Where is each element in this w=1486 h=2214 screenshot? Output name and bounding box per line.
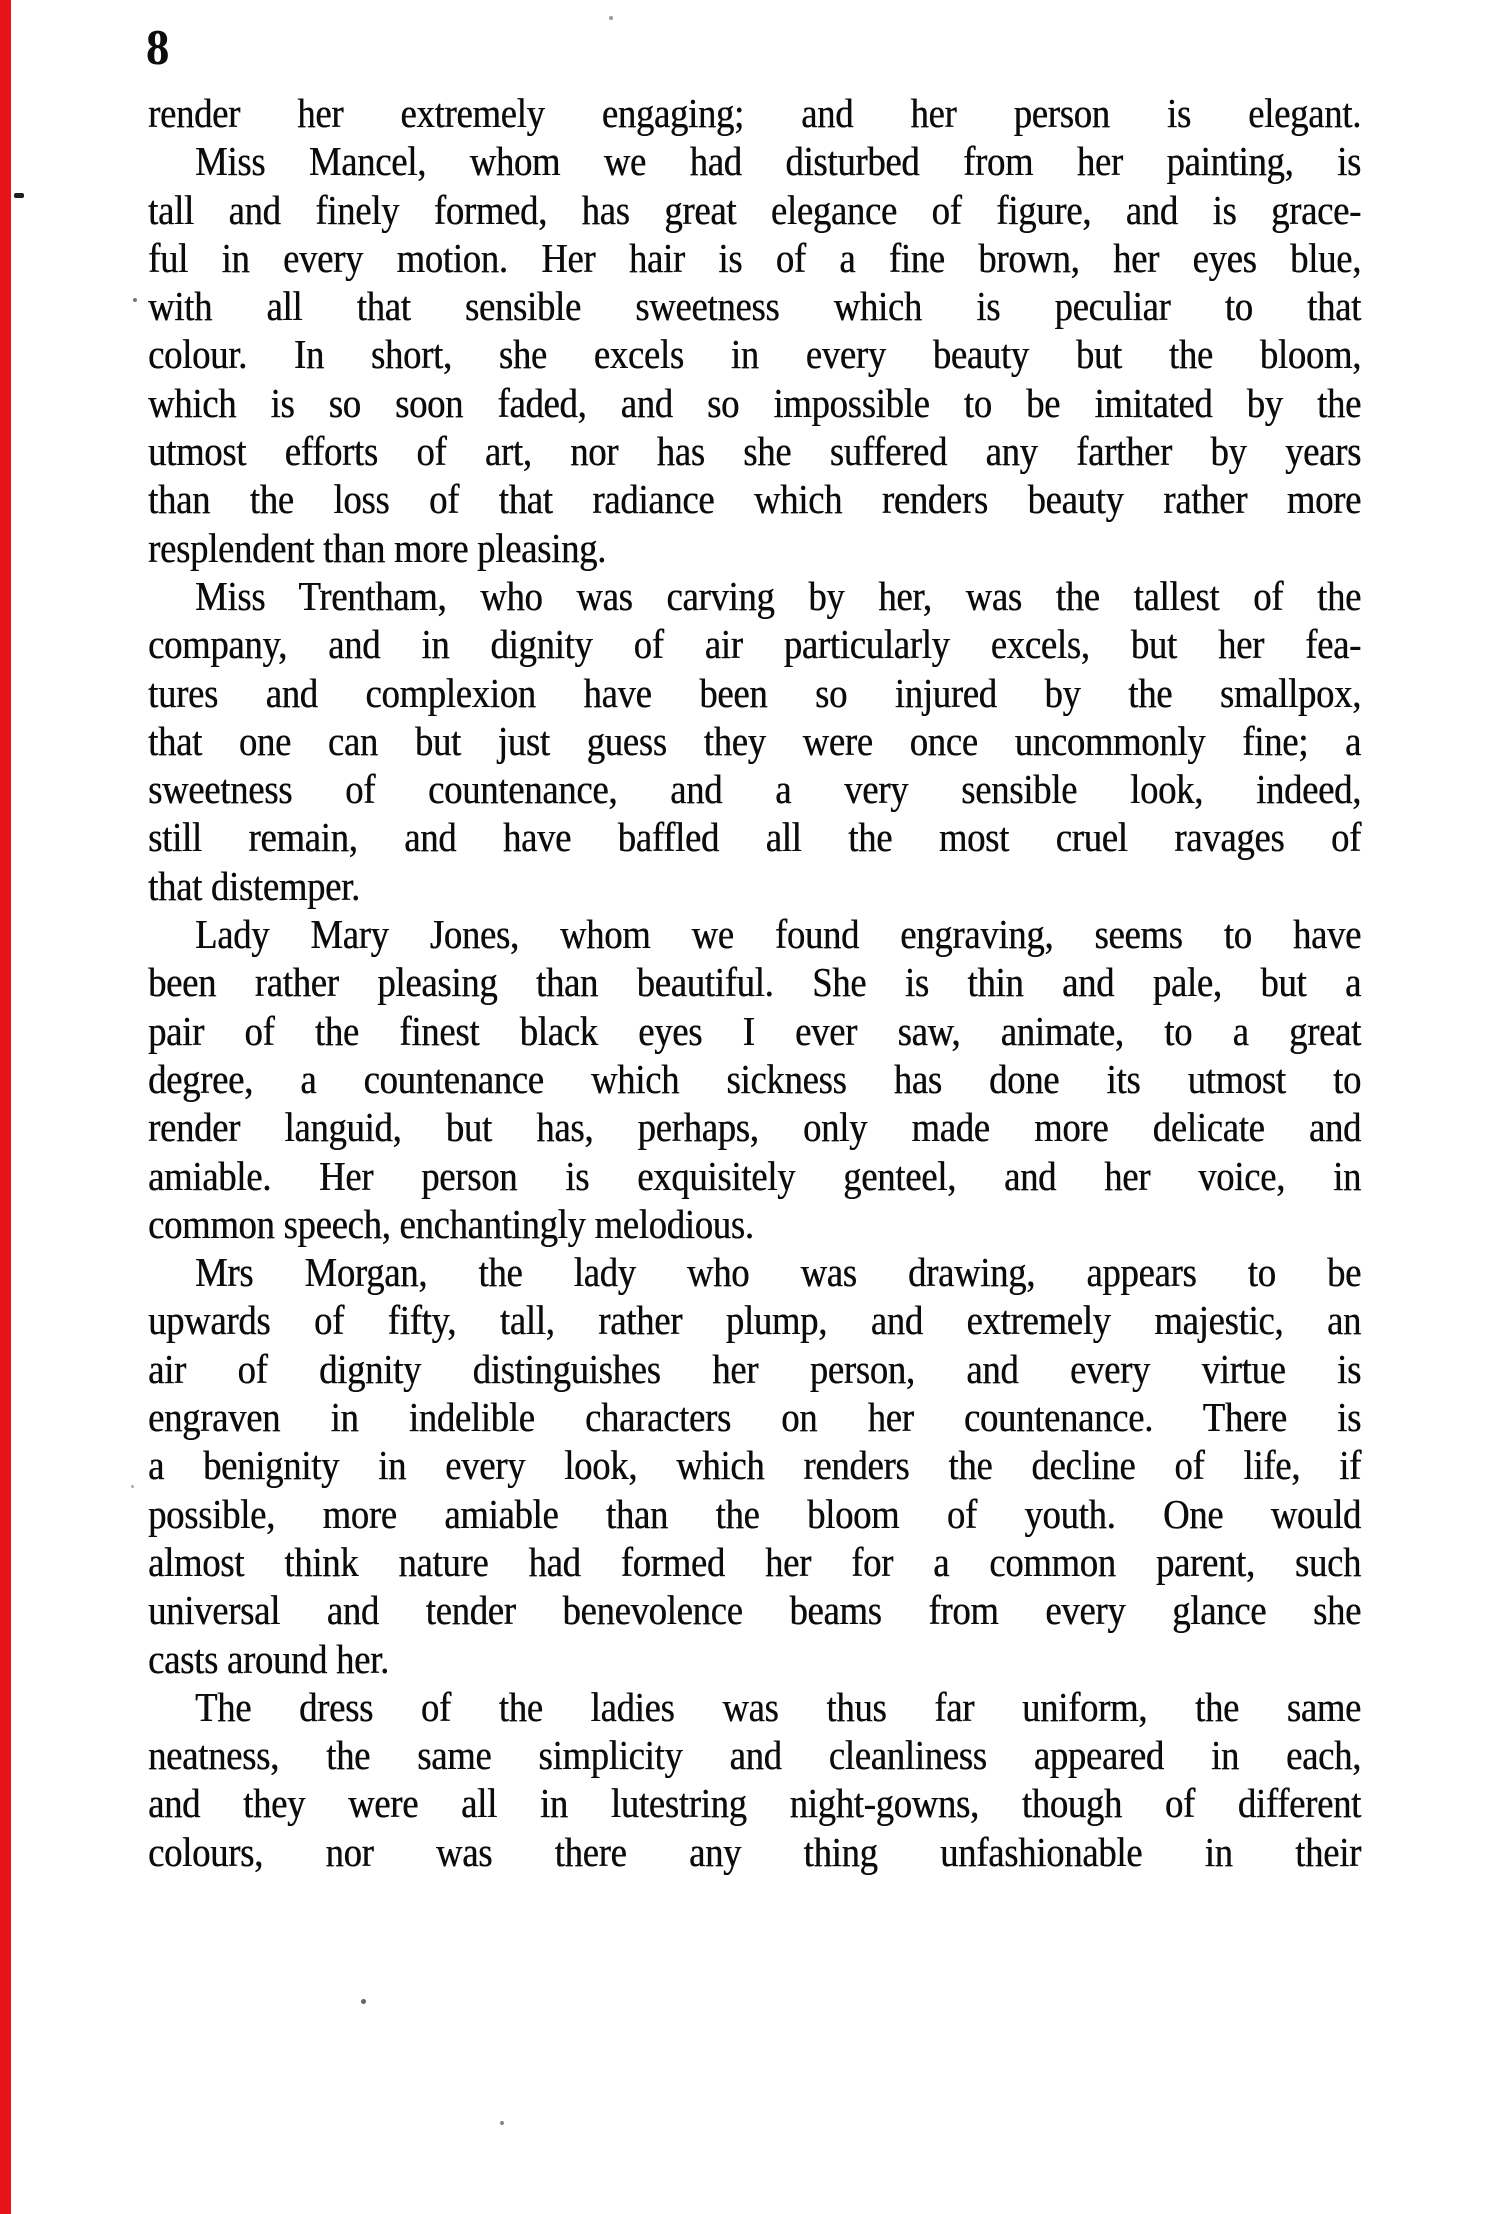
text-line: air of dignity distinguishes her person, and every virtue is — [148, 1345, 1361, 1392]
text-line: amiable. Her person is exquisitely genteel, and her voice, in — [148, 1152, 1361, 1199]
text-block — [148, 90, 1361, 1877]
scan-speck — [609, 16, 613, 20]
text-line: colour. In short, she excels in every beauty but the bloom, — [148, 331, 1361, 378]
text-line: sweetness of countenance, and a very sensible look, indeed, — [148, 766, 1361, 812]
text-line: with all that sensible sweetness which is peculiar to that — [148, 283, 1361, 329]
text-line: Mrs Morgan, the lady who was drawing, appears to be — [195, 1249, 1361, 1295]
scan-speck — [133, 298, 137, 302]
text-line: degree, a countenance which sickness has done its utmost to — [148, 1055, 1361, 1102]
scan-edge-strip — [0, 0, 11, 2214]
text-line: still remain, and have baffled all the most cruel ravages of — [148, 814, 1361, 861]
page-number: 8 — [146, 19, 169, 75]
scan-speck — [361, 1999, 366, 2004]
text-line: almost think nature had formed her for a common parent, such — [148, 1538, 1361, 1585]
text-line: resplendent than more pleasing. — [148, 524, 607, 571]
text-line: common speech, enchantingly melodious. — [148, 1200, 754, 1247]
text-line: company, and in dignity of air particularly excels, but her fea- — [148, 621, 1361, 668]
text-line: upwards of fifty, tall, rather plump, and extremely majestic, an — [148, 1297, 1361, 1344]
text-line: which is so soon faded, and so impossible to be imitated by the — [148, 379, 1361, 426]
text-line: colours, nor was there any thing unfashionable in their — [148, 1828, 1361, 1875]
text-line: render languid, but has, perhaps, only made more delicate and — [148, 1104, 1361, 1151]
text-line: Miss Trentham, who was carving by her, was the tallest of the — [195, 572, 1361, 619]
text-line: utmost efforts of art, nor has she suffered any farther by years — [148, 427, 1361, 474]
text-line: neatness, the same simplicity and cleanliness appeared in each, — [148, 1731, 1361, 1778]
text-line: and they were all in lutestring night-gowns, though of different — [148, 1780, 1361, 1827]
text-line: render her extremely engaging; and her person is elegant. — [148, 89, 1361, 136]
text-line: universal and tender benevolence beams from every glance she — [148, 1587, 1361, 1634]
text-line: possible, more amiable than the bloom of youth. One would — [148, 1490, 1361, 1537]
text-line: pair of the finest black eyes I ever saw, animate, to a great — [148, 1007, 1361, 1054]
text-line: engraven in indelible characters on her countenance. There is — [148, 1393, 1361, 1440]
text-line: The dress of the ladies was thus far uniform, the same — [195, 1683, 1361, 1730]
text-line: tures and complexion have been so injured by the smallpox, — [148, 669, 1361, 716]
text-line: that distemper. — [148, 862, 360, 909]
scan-speck — [14, 193, 24, 198]
text-line: that one can but just guess they were once uncommonly fine; a — [148, 717, 1361, 764]
scan-speck — [131, 1485, 134, 1488]
text-line: Miss Mancel, whom we had disturbed from her painting, is — [195, 138, 1361, 185]
text-line: casts around her. — [148, 1635, 389, 1682]
scan-speck — [500, 2121, 504, 2125]
text-line: a benignity in every look, which renders the decline of life, if — [148, 1442, 1361, 1489]
text-line: than the loss of that radiance which renders beauty rather more — [148, 476, 1361, 523]
text-line: been rather pleasing than beautiful. She is thin and pale, but a — [148, 959, 1361, 1006]
text-line: tall and finely formed, has great elegance of figure, and is grace- — [148, 186, 1361, 233]
text-line: Lady Mary Jones, whom we found engraving, seems to have — [195, 910, 1361, 957]
text-line: ful in every motion. Her hair is of a fine brown, her eyes blue, — [148, 234, 1361, 281]
